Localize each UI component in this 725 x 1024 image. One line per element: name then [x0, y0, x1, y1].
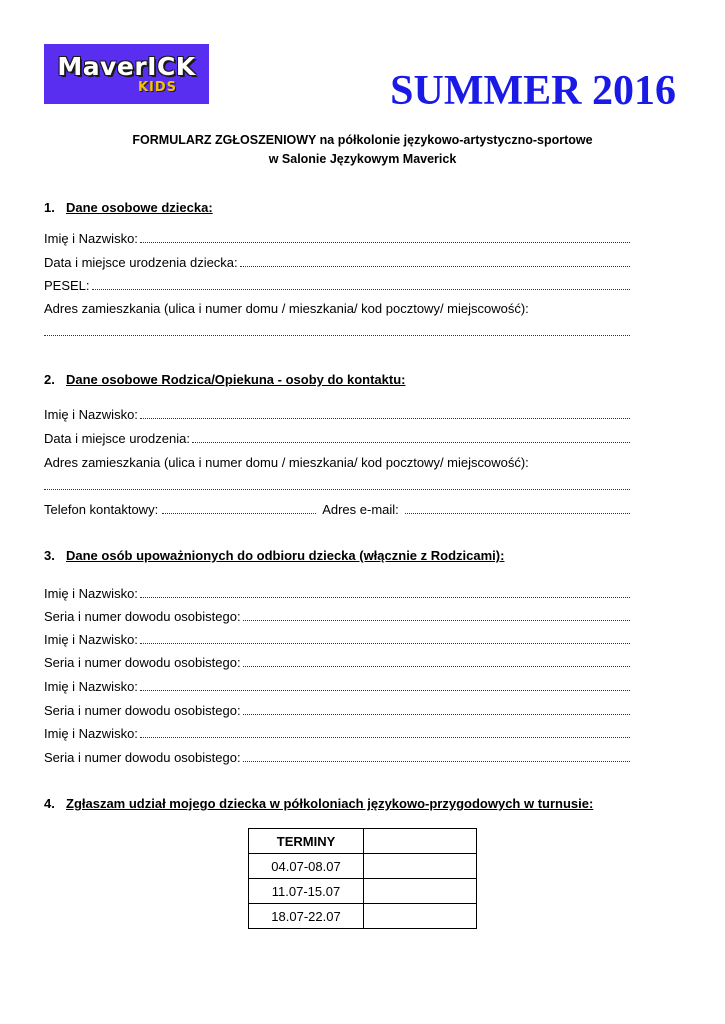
- authorized-id-field[interactable]: [44, 749, 630, 767]
- authorized-name-field[interactable]: [44, 725, 630, 743]
- fill-line[interactable]: [140, 631, 630, 644]
- field-label: Imię i Nazwisko:: [44, 586, 138, 601]
- term-select-cell[interactable]: [364, 904, 477, 929]
- parent-birth-field[interactable]: [44, 430, 630, 448]
- logo-main-text: MaverICK: [57, 52, 196, 81]
- fill-line[interactable]: [243, 749, 630, 762]
- field-label: Seria i numer dowodu osobistego:: [44, 750, 241, 765]
- field-label: Seria i numer dowodu osobistego:: [44, 655, 241, 670]
- child-birth-field[interactable]: [44, 254, 630, 272]
- header-empty-cell: [364, 829, 477, 854]
- fill-line[interactable]: [140, 725, 630, 738]
- fill-line[interactable]: [140, 585, 630, 598]
- field-label: Data i miejsce urodzenia:: [44, 431, 190, 446]
- terms-header: TERMINY: [249, 829, 364, 854]
- fill-line[interactable]: [240, 254, 630, 267]
- email-label: Adres e-mail:: [322, 502, 399, 517]
- authorized-id-field[interactable]: [44, 702, 630, 720]
- child-name-field[interactable]: [44, 230, 630, 248]
- field-label: Adres zamieszkania (ulica i numer domu / mieszkania/ kod pocztowy/ miejscowość):: [44, 455, 529, 470]
- child-address-line[interactable]: [44, 334, 630, 336]
- authorized-id-field[interactable]: [44, 608, 630, 626]
- parent-address-line[interactable]: [44, 488, 630, 490]
- field-label: Seria i numer dowodu osobistego:: [44, 609, 241, 624]
- term-date: 11.07-15.07: [249, 879, 364, 904]
- logo-sub-text: KIDS: [137, 80, 178, 95]
- maverick-kids-logo: [44, 44, 209, 104]
- section3-heading: [44, 548, 504, 563]
- email-input[interactable]: [405, 501, 630, 514]
- child-address-label: [44, 300, 630, 318]
- section1-title: Dane osobowe dziecka:: [66, 200, 213, 215]
- section1-heading: [44, 200, 213, 215]
- term-date: 04.07-08.07: [249, 854, 364, 879]
- contact-row: [44, 501, 630, 519]
- child-pesel-field[interactable]: [44, 277, 630, 295]
- authorized-name-field[interactable]: [44, 631, 630, 649]
- section3-number: 3.: [44, 548, 55, 563]
- phone-label: Telefon kontaktowy:: [44, 502, 159, 517]
- section3-title: Dane osób upoważnionych do odbioru dziecka (włącznie z Rodzicami):: [66, 548, 505, 563]
- phone-input[interactable]: [162, 501, 316, 514]
- section4-number: 4.: [44, 796, 55, 811]
- section2-number: 2.: [44, 372, 55, 387]
- authorized-name-field[interactable]: [44, 585, 630, 603]
- fill-line[interactable]: [140, 678, 630, 691]
- term-select-cell[interactable]: [364, 854, 477, 879]
- section4-title: Zgłaszam udział mojego dziecka w półkoloniach językowo-przygodowych w turnusie:: [66, 796, 594, 811]
- parent-name-field[interactable]: [44, 406, 630, 424]
- table-header-row: [249, 829, 477, 854]
- parent-address-label: [44, 454, 630, 472]
- terms-table: [248, 828, 477, 929]
- fill-line[interactable]: [92, 277, 630, 290]
- field-label: PESEL:: [44, 278, 90, 293]
- field-label: Imię i Nazwisko:: [44, 726, 138, 741]
- field-label: Data i miejsce urodzenia dziecka:: [44, 255, 238, 270]
- fill-line[interactable]: [243, 608, 630, 621]
- term-select-cell[interactable]: [364, 879, 477, 904]
- table-row: [249, 854, 477, 879]
- field-label: Imię i Nazwisko:: [44, 632, 138, 647]
- section2-heading: [44, 372, 405, 387]
- fill-line[interactable]: [243, 702, 630, 715]
- field-label: Imię i Nazwisko:: [44, 679, 138, 694]
- authorized-name-field[interactable]: [44, 678, 630, 696]
- fill-line[interactable]: [192, 430, 630, 443]
- table-row: [249, 904, 477, 929]
- term-date: 18.07-22.07: [249, 904, 364, 929]
- field-label: Seria i numer dowodu osobistego:: [44, 703, 241, 718]
- field-label: Adres zamieszkania (ulica i numer domu / mieszkania/ kod pocztowy/ miejscowość):: [44, 301, 529, 316]
- table-row: [249, 879, 477, 904]
- section4-heading: [44, 796, 593, 811]
- fill-line[interactable]: [140, 406, 630, 419]
- section2-title: Dane osobowe Rodzica/Opiekuna - osoby do kontaktu:: [66, 372, 406, 387]
- field-label: Imię i Nazwisko:: [44, 231, 138, 246]
- fill-line[interactable]: [140, 230, 630, 243]
- authorized-id-field[interactable]: [44, 654, 630, 672]
- form-title-line2: w Salonie Językowym Maverick: [268, 152, 457, 166]
- headline: SUMMER 2016: [390, 68, 676, 114]
- fill-line[interactable]: [243, 654, 630, 667]
- field-label: Imię i Nazwisko:: [44, 407, 138, 422]
- form-title-line1: FORMULARZ ZGŁOSZENIOWY na półkolonie językowo-artystyczno-sportowe: [132, 133, 593, 147]
- section1-number: 1.: [44, 200, 55, 215]
